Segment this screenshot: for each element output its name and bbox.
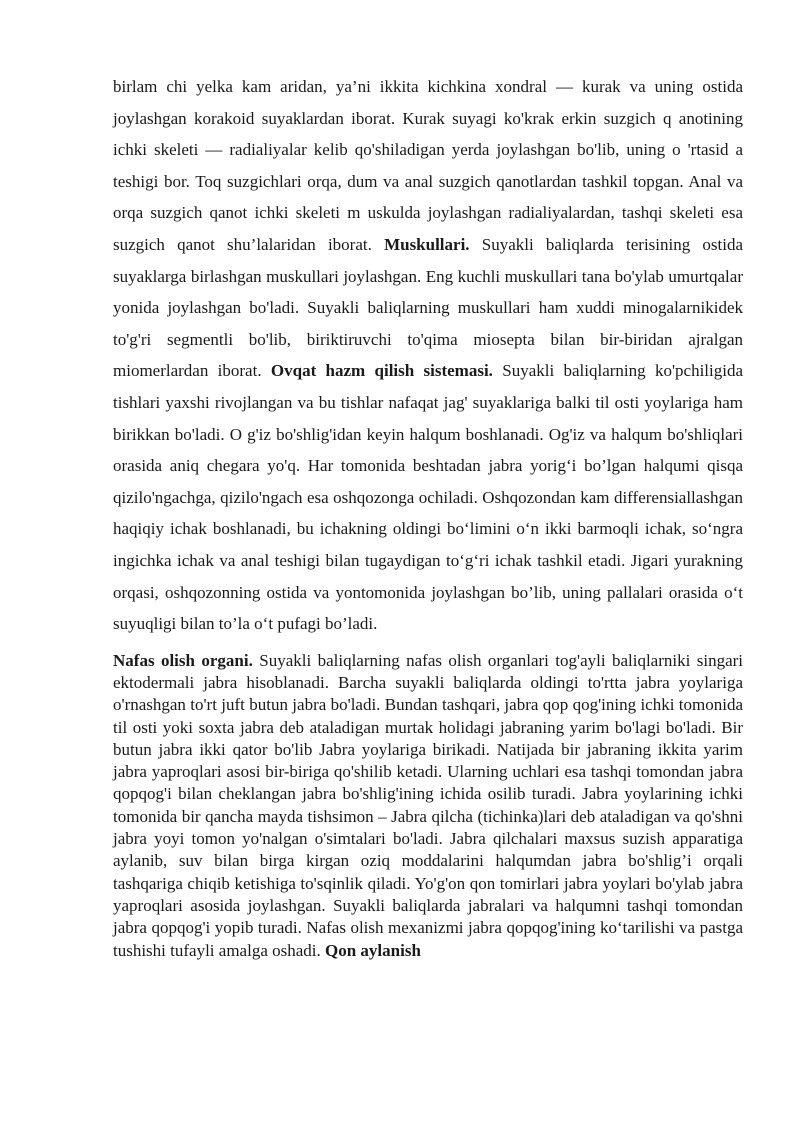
paragraph-skeleton-muscles-digestion — [113, 71, 743, 640]
text-muscles: Suyakli baliqlarda terisining ostida suyaklarga birlashgan muskullari joylashgan. Eng kuchli muskullari tana bo'ylab umurtqalar yonida joylashgan bo'ladi. Suyakli baliqlarning muskullari ham xuddi minogalarnikidek to'g'ri segmentli bo'lib, biriktiruvchi to'qima miosepta bilan bir-biridan ajralgan miomerlardan iborat. — [113, 234, 744, 381]
text-respiration: Suyakli baliqlarning nafas olish organlari tog'ayli baliqlarniki singari ektodermali jabra hisoblanadi. Barcha suyakli baliqlarda oldingi to'rtta jabra yoylariga o'rnashgan to'rt juft butun jabra bo'ladi. Bundan tashqari, jabra qop qog'ining ichki tomonida til osti yoki soxta jabra deb ataladigan murtak holidagi jabraning yarim bo'lagi bo'ladi. Bir butun jabra ikki qator bo'lib Jabra yoylariga birikadi. Natijada bir jabraning ikkita yarim jabra yaproqlari asosi bir-biriga qo'shilib ketadi. Ularning uchlari esa tashqi tomondan jabra qopqog'i bilan cheklangan jabra bo'shlig'ining ichida osilib turadi. Jabra yoylarining ichki tomonida bir qancha mayda tishsimon – Jabra qilcha (tichinka)lari deb ataladigan va qo'shni jabra yoyi tomon yo'nalgan o'simtalari bo'ladi. Jabra qilchalari maxsus suzish apparatiga aylanib, suv bilan birga kirgan oziq moddalarini halqumdan jabra bo'shlig’i orqali tashqariga chiqib ketishiga to'sqinlik qiladi. Yo'g'on qon tomirlari jabra yoylari bo'ylab jabra yaproqlari asosida joylashgan. Suyakli baliqlarda jabralari va halqumni tashqi tomondan jabra qopqog'i yopib turadi. Nafas olish mexanizmi jabra qopqog'ining ko‘tarilishi va pastga tushishi tufayli amalga oshadi. — [113, 650, 744, 960]
paragraph-respiration — [113, 650, 743, 962]
heading-respiration: Nafas olish organi. — [113, 650, 253, 670]
heading-digestion: Ovqat hazm qilish sistemasi. — [270, 361, 493, 381]
heading-muscles: Muskullari. — [384, 234, 470, 254]
text-digestion: Suyakli baliqlarning ko'pchiligida tishlari yaxshi rivojlangan va bu tishlar nafaqat jag' suyaklariga balki til osti yoylariga ham birikkan bo'ladi. O g'iz bo'shlig'idan keyin halqum boshlanadi. Og'iz va halqum bo'shliqlari orasida aniq chegara yo'q. Har tomonida beshtadan jabra yorig‘i bo’lgan halqumi qisqa qizilo'ngachga, qizilo'ngach esa oshqozonga ochiladi. Oshqozondan kam differensiallashgan haqiqiy ichak boshlanadi, bu ichakning oldingi bo‘limini o‘n ikki barmoqli ichak, so‘ngra ingichka ichak va anal teshigi bilan tugaydigan to‘g‘ri ichak tashkil etadi. Jigari yurakning orqasi, oshqozonning ostida va yontomonida joylashgan bo’lib, uning pallalari orasida o‘t suyuqligi bilan to’la o‘t pufagi bo’ladi. — [113, 361, 744, 634]
document-page — [113, 71, 743, 962]
heading-circulation: Qon aylanish — [325, 940, 421, 960]
text-skeleton: birlam chi yelka kam aridan, ya’ni ikkita kichkina xondral — kurak va uning ostida joylashgan korakoid suyaklardan iborat. Kurak suyagi ko'krak erkin suzgich q anotining ichki skeleti — radialiyalar kelib qo'shiladigan yerda joylashgan bo'lib, uning o 'rtasid a teshigi bor. Toq suzgichlari orqa, dum va anal suzgich qanotlardan tashkil topgan. Anal va orqa suzgich qanot ichki skeleti m uskulda joylashgan radialiyalardan, tashqi skeleti esa suzgich qanot shu’lalaridan iborat. — [113, 77, 743, 254]
